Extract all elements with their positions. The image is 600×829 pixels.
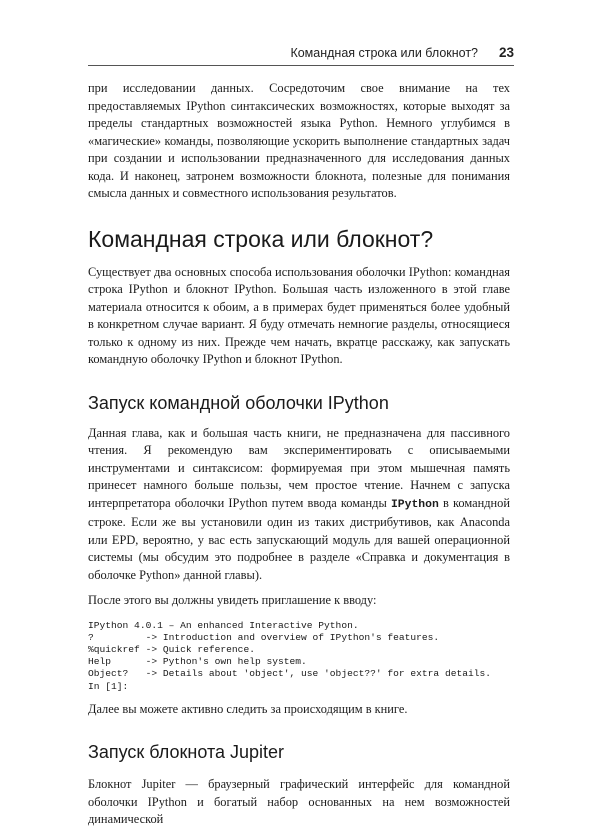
inline-command-ipython: IPython <box>390 498 439 511</box>
code-line: %quickref -> Quick reference. <box>88 643 255 655</box>
header-title: Командная строка или блокнот? <box>290 46 478 60</box>
code-block <box>88 620 510 693</box>
after-code-paragraph: Далее вы можете активно следить за происходящим в книге. <box>88 701 408 716</box>
page-content <box>88 80 510 829</box>
code-line: Help -> Python's own help system. <box>88 656 307 668</box>
section2-paragraph-part1: Данная глава, как и большая часть книги, не предназначена для пассивного чтения. Я рекомендую вам экспериментировать с описываемыми инструментами и синтаксисом: формируемая при этом мышечная память принесет намного больше пользы, чем простое чтение. Начнем с запуска интерпретатора оболочки IPython путем ввода команды <box>88 425 510 510</box>
section1-paragraph: Существует два основных способа использования оболочки IPython: командная строка IPython и блокнот IPython. Большая часть изложенного в этой главе материала относится к обоим, а в примерах будет применяться более удобный в конкретном случае вариант. Я буду отмечать немногие разделы, относящиеся только к одному из них. Прежде чем начать, вкратце расскажу, как запускать командную оболочку IPython и блокнот IPython. <box>88 264 510 366</box>
header-rule <box>88 65 514 66</box>
code-line: IPython 4.0.1 – An enhanced Interactive Python. <box>88 619 359 631</box>
section-heading-jupiter-notebook: Запуск блокнота Jupiter <box>88 742 285 763</box>
section2-paragraph <box>88 425 510 585</box>
prompt-intro: После этого вы должны увидеть приглашение к вводу: <box>88 593 377 607</box>
running-header <box>88 44 514 66</box>
section-heading-cli-or-notebook: Командная строка или блокнот? <box>88 225 434 252</box>
code-line: In [1]: <box>88 680 129 692</box>
section2-paragraph-part2: в командной строке. Если же вы установили один из таких дистрибутивов, как Anaconda или EPD, вероятно, у вас есть запускающий модуль для вашей операционной системы (мы обсудим это подробнее в разделе «Справка и документация в оболочке Python» данной главы). <box>88 495 510 582</box>
page-number: 23 <box>498 45 514 60</box>
code-line: ? -> Introduction and overview of IPython's features. <box>88 631 440 643</box>
code-line: Object? -> Details about 'object', use 'object??' for extra details. <box>88 668 492 680</box>
intro-paragraph: при исследовании данных. Сосредоточим свое внимание на тех предоставляемых IPython синтаксических возможностях, которые выходят за пределы стандартных возможностей языка Python. Немного углубимся в «магические» команды, позволяющие ускорить выполнение стандартных задач при создании и использовании предназначенного для исследования данных кода. И наконец, затронем возможности блокнота, полезные для понимания смысла данных и совместного использования результатов. <box>88 81 510 200</box>
section-heading-ipython-shell: Запуск командной оболочки IPython <box>88 392 389 413</box>
section3-paragraph: Блокнот Jupiter — браузерный графический интерфейс для командной оболочки IPython и богатый набор основанных на нем возможностей динамической <box>88 777 510 827</box>
